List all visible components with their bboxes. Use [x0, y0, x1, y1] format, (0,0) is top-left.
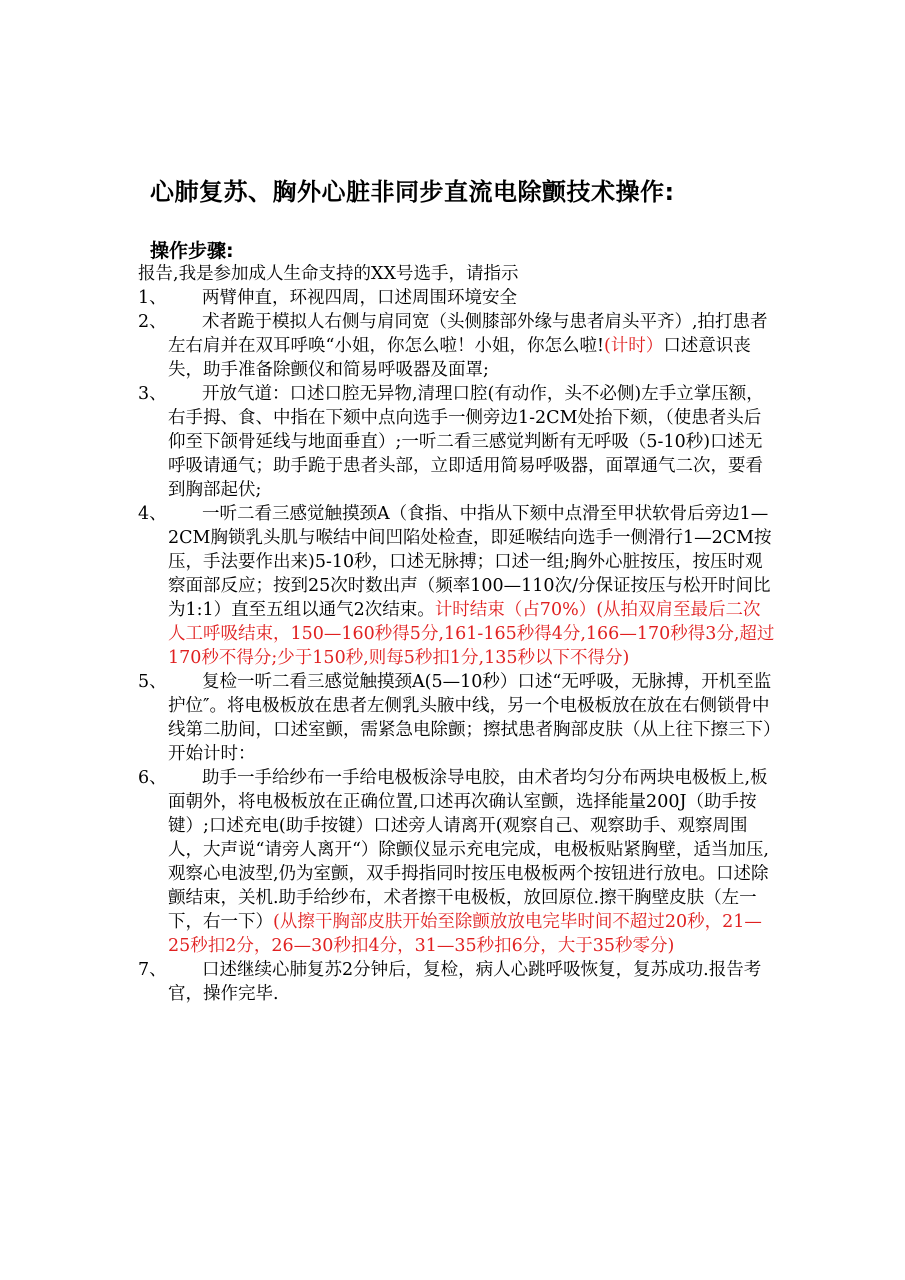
step-text-part: 一听二看三感觉触摸颈A（食指、中指从下颏中点滑至甲状软骨后旁边1—2CM胸锁乳头肌与喉结中间凹陷处检查，即延喉结向选手一侧滑行1—2CM按压，手法要作出来)5-10秒，口述无脉搏；口述一组;胸外心脏按压，按压时观察面部反应；按到25次时数出声（频率100—110次/分保证按压与松开时间比为1:1）直至五组以通气2次结束。 — [168, 504, 772, 620]
step-number: 5、 — [138, 672, 167, 692]
document-body — [138, 262, 778, 1006]
scoring-note: (从擦干胸部皮肤开始至除颤放放电完毕时间不超过20秒，21—25秒扣2分，26—30秒扣4分，31—35秒扣6分，大于35秒零分) — [168, 912, 762, 956]
step-2 — [138, 310, 778, 382]
step-number: 7、 — [138, 960, 167, 980]
scoring-note: 计时结束（占70%）(从拍双肩至最后二次人工呼吸结束，150—160秒得5分,161-165秒得4分,166—170秒得3分,超过170秒不得分;少于150秒,则每5秒扣1分,135秒以下不得分) — [168, 600, 775, 668]
step-text-part: 术者跪于模拟人右侧与肩同宽（头侧膝部外缘与患者肩头平齐）,拍打患者左右肩并在双耳呼唤“小姐，你怎么啦！小姐，你怎么啦! — [168, 312, 768, 356]
step-text: 开放气道：口述口腔无异物,清理口腔(有动作，头不必侧)左手立掌压额，右手拇、食、中指在下颏中点向选手一侧旁边1-2CM处抬下颏，（使患者头后仰至下颌骨延线与地面垂直）;一听二看三感觉判断有无呼吸（5-10秒)口述无呼吸请通气；助手跪于患者头部，立即适用简易呼吸器，面罩通气二次，要看到胸部起伏; — [168, 384, 764, 500]
step-7 — [138, 958, 778, 1006]
step-number: 6、 — [138, 768, 167, 788]
step-number: 2、 — [138, 312, 167, 332]
intro-line: 报告,我是参加成人生命支持的XX号选手，请指示 — [138, 264, 519, 284]
step-number: 1、 — [138, 288, 167, 308]
step-number: 4、 — [138, 504, 167, 524]
step-text — [168, 766, 778, 958]
step-text-part: 口述意识丧失，助手准备除颤仪和简易呼吸器及面罩; — [168, 336, 751, 380]
step-4 — [138, 502, 778, 670]
step-number: 3、 — [138, 384, 167, 404]
step-5 — [138, 670, 778, 766]
step-text-part: 助手一手给纱布一手给电极板涂导电胶，由术者均匀分布两块电极板上,板面朝外，将电极板放在正确位置,口述再次确认室颤，选择能量200J（助手按键）;口述充电(助手按键）口述旁人请离开(观察自己、观察助手、观察周围人，大声说“请旁人离开“）除颤仪显示充电完成，电极板贴紧胸壁，适当加压,观察心电波型,仍为室颤，双手拇指同时按压电极板两个按钮进行放电。口述除颤结束，关机.助手给纱布，术者擦干电极板，放回原位.擦干胸壁皮肤（左一下，右一下） — [168, 768, 769, 932]
step-1 — [138, 286, 778, 310]
step-text — [168, 310, 778, 382]
step-text: 口述继续心肺复苏2分钟后，复检，病人心跳呼吸恢复，复苏成功.报告考官，操作完毕. — [168, 960, 762, 1004]
step-6 — [138, 766, 778, 958]
step-text: 复检一听二看三感觉触摸颈A(5—10秒）口述“无呼吸，无脉搏，开机至监护位″。将电极板放在患者左侧乳头腋中线，另一个电极板放在放在右侧锁骨中线第二肋间，口述室颤，需紧急电除颤；擦拭患者胸部皮肤（从上往下擦三下）开始计时： — [168, 672, 772, 764]
section-heading: 操作步骤: — [150, 240, 234, 262]
document-title: 心肺复苏、胸外心脏非同步直流电除颤技术操作: — [150, 178, 675, 206]
step-3 — [138, 382, 778, 502]
step-text: 两臂伸直，环视四周，口述周围环境安全 — [202, 288, 517, 308]
timing-note: (计时） — [603, 336, 664, 356]
step-text — [168, 502, 778, 670]
